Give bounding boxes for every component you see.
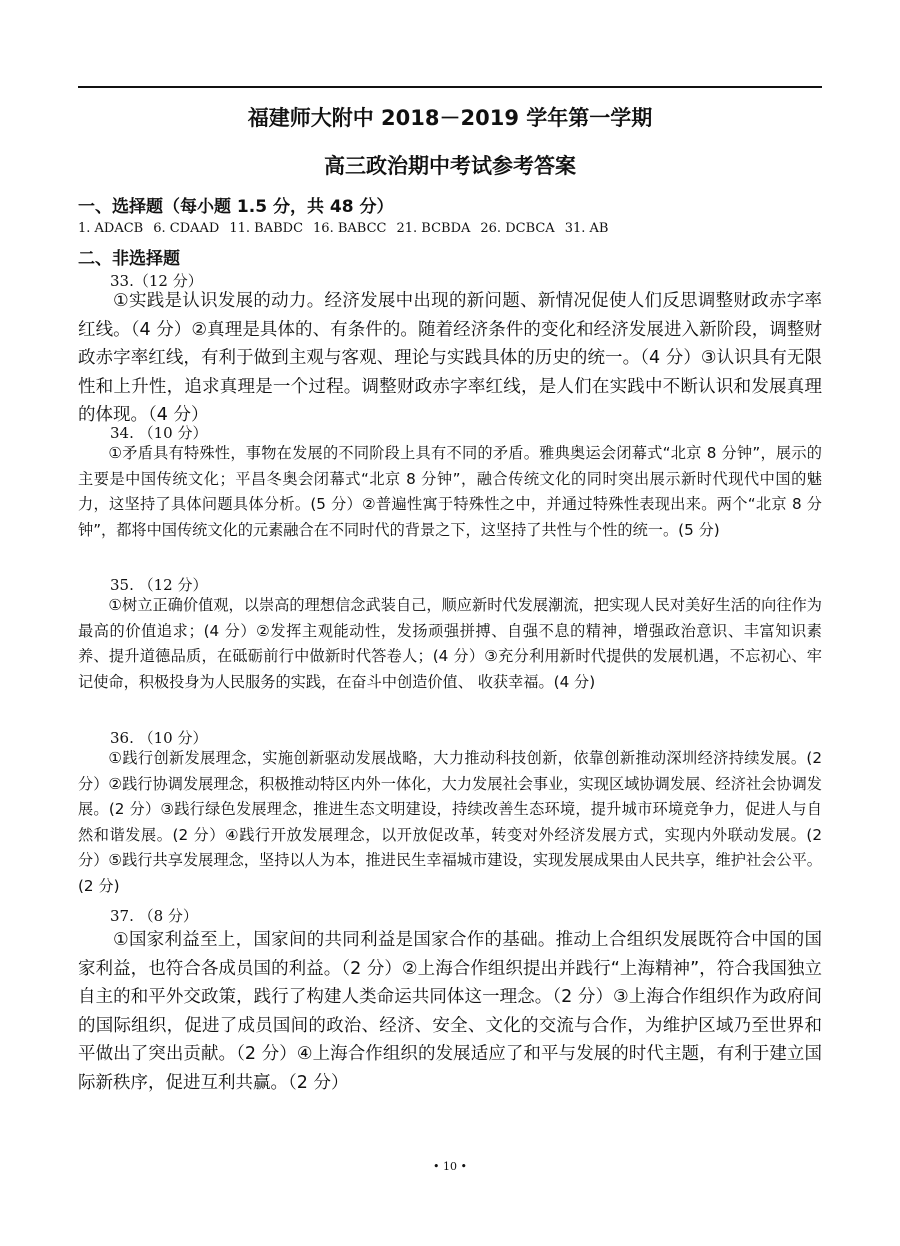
question-33-answer: ①实践是认识发展的动力。经济发展中出现的新问题、新情况促使人们反思调整财政赤字率红线。（4 分）②真理是具体的、有条件的。随着经济条件的变化和经济发展进入新阶段，调整财政赤字率红线，有利于做到主观与客观、理论与实践具体的历史的统一。（4 分）③认识具有无限性和上升性，追求真理是一个过程。调整财政赤字率红线，是人们在实践中不断认识和发展真理的体现。（4 分） — [78, 291, 822, 425]
question-37-answer: ①国家利益至上，国家间的共同利益是国家合作的基础。推动上合组织发展既符合中国的国家利益，也符合各成员国的利益。（2 分）②上海合作组织提出并践行“上海精神”，符合我国独立自主的和平外交政策，践行了构建人类命运共同体这一理念。（2 分）③上海合作组织作为政府间的国际组织，促进了成员国间的政治、经济、安全、文化的交流与合作，为维护区域乃至世界和平做出了突出贡献。（2 分）④上海合作组织的发展适应了和平与发展的时代主题，有利于建立国际新秩序，促进互利共赢。（2 分） — [78, 930, 822, 1093]
answer-group: 21. BCBDA — [396, 221, 471, 236]
section-heading-nonchoice: 二、非选择题 — [78, 249, 180, 269]
question-35-answer: ①树立正确价值观，以崇高的理想信念武装自己，顺应新时代发展潮流，把实现人民对美好生活的向往作为最高的价值追求；(4 分）②发挥主观能动性，发扬顽强拼搏、自强不息的精神，增强政治意识、丰富知识素养、提升道德品质，在砥砺前行中做新时代答卷人；(4 分）③充分利用新时代提供的发展机遇，不忘初心、牢记使命，积极投身为人民服务的实践，在奋斗中创造价值、 收获幸福。(4 分) — [78, 596, 822, 691]
question-37-heading: 37. （8 分） — [110, 907, 198, 925]
question-34-answer: ①矛盾具有特殊性，事物在发展的不同阶段上具有不同的矛盾。雅典奥运会闭幕式“北京 8 分钟”，展示的主要是中国传统文化；平昌冬奥会闭幕式“北京 8 分钟”，融合传统文化的同时突出展示新时代现代中国的魅力，这坚持了具体问题具体分析。(5 分）②普遍性寓于特殊性之中，并通过特殊性表现出来。两个“北京 8 分钟”，都将中国传统文化的元素融合在不同时代的背景之下，这坚持了共性与个性的统一。(5 分) — [78, 444, 822, 539]
answer-group: 1. ADACB — [78, 221, 144, 236]
answer-group: 31. AB — [564, 221, 609, 236]
header-rule — [78, 86, 822, 88]
page-number: • 10 • — [433, 1160, 467, 1173]
choice-answers — [78, 221, 618, 236]
section-heading-choice: 一、选择题（每小题 1.5 分，共 48 分） — [78, 197, 394, 217]
question-36-heading: 36. （10 分） — [110, 729, 208, 747]
question-36-answer: ①践行创新发展理念，实施创新驱动发展战略，大力推动科技创新，依靠创新推动深圳经济持续发展。(2 分）②践行协调发展理念，积极推动特区内外一体化，大力发展社会事业，实现区域协调发展、经济社会协调发展。(2 分）③践行绿色发展理念，推进生态文明建设，持续改善生态环境，提升城市环境竞争力，促进人与自然和谐发展。(2 分）④践行开放发展理念，以开放促改革，转变对外经济发展方式，实现内外联动发展。(2 分）⑤践行共享发展理念，坚持以人为本，推进民生幸福城市建设，实现发展成果由人民共享，维护社会公平。(2 分) — [78, 749, 822, 895]
question-34-heading: 34. （10 分） — [110, 424, 208, 442]
answer-group: 6. CDAAD — [153, 221, 220, 236]
answer-group: 26. DCBCA — [480, 221, 555, 236]
question-33-heading: 33.（12 分） — [110, 272, 203, 290]
document-title: 福建师大附中 2018－2019 学年第一学期 — [247, 106, 653, 130]
question-35-heading: 35. （12 分） — [110, 576, 208, 594]
answer-group: 11. BABDC — [229, 221, 304, 236]
answer-group: 16. BABCC — [313, 221, 387, 236]
document-subtitle: 高三政治期中考试参考答案 — [324, 154, 576, 178]
